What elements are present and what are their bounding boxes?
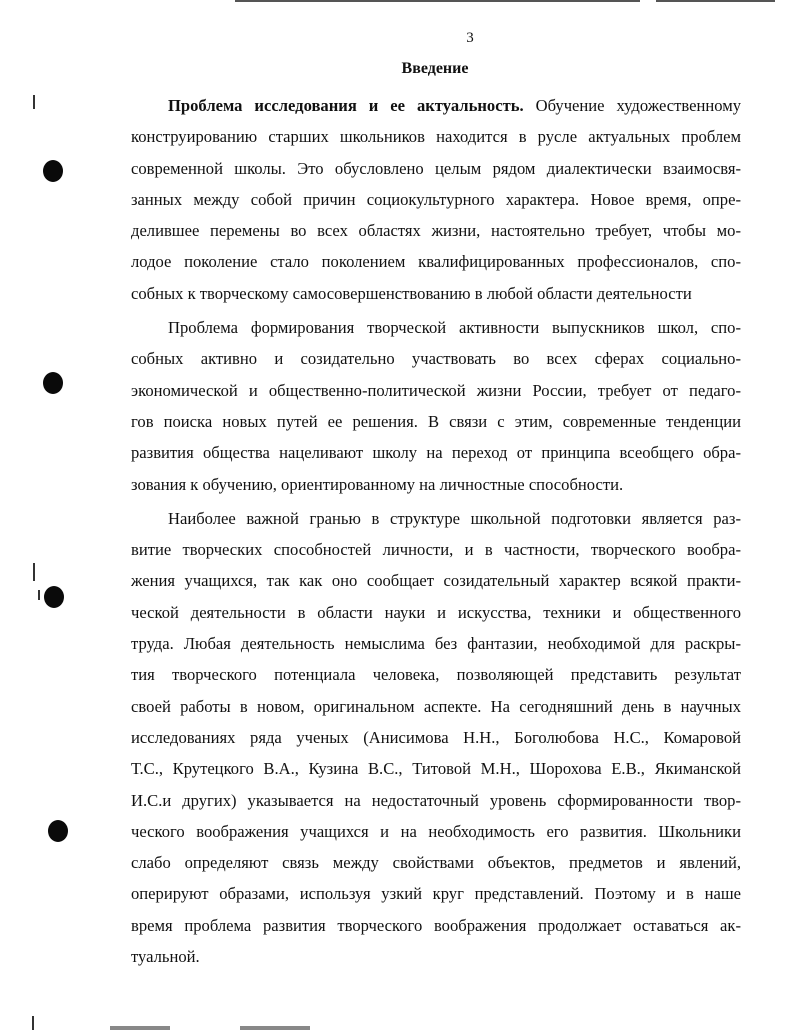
text-line: туальной. — [131, 947, 200, 967]
text-line: собных к творческому самосовершенствованию в любой области деятельности — [131, 283, 692, 303]
binding-hole-1 — [43, 160, 63, 182]
margin-mark — [33, 563, 35, 581]
text-line: Проблема исследования и ее актуальность. Обучение художественному — [168, 96, 742, 115]
scan-bottom-mark — [240, 1026, 310, 1030]
text-line: делившее перемены во всех областях жизни, настоятельно требует, чтобы мо- — [131, 221, 741, 241]
text-line: труда. Любая деятельность немыслима без фантазии, необходимой для раскры- — [131, 634, 741, 654]
margin-mark — [38, 590, 40, 600]
text-line: слабо определяют связь между свойствами объектов, предметов и явлений, — [131, 853, 741, 873]
text-line: исследованиях ряда ученых (Анисимова Н.Н., Боголюбова Н.С., Комаровой — [131, 727, 741, 747]
text-line: Т.С., Крутецкого В.А., Кузина В.С., Титовой М.Н., Шорохова Е.В., Якиманской — [131, 759, 741, 779]
paragraph-1 — [131, 90, 741, 309]
scan-top-edge-gap — [640, 0, 656, 3]
binding-hole-4 — [48, 820, 68, 842]
text-line: зования к обучению, ориентированному на личностные способности. — [131, 474, 624, 494]
section-heading: Введение — [401, 60, 469, 77]
text-line: лодое поколение стало поколением квалифицированных профессионалов, спо- — [131, 252, 741, 272]
text-line: жения учащихся, так как оно сообщает созидательный характер всякой практи- — [131, 571, 741, 591]
text-line: тия творческого потенциала человека, позволяющей представить результат — [131, 665, 741, 685]
paragraph-3 — [131, 503, 741, 972]
text-line: ческой деятельности в области науки и искусства, техники и общественного — [131, 602, 741, 622]
text-line: ческого воображения учащихся и на необходимость его развития. Школьники — [131, 821, 741, 841]
binding-hole-2 — [43, 372, 63, 394]
margin-mark — [32, 1016, 34, 1030]
margin-mark — [33, 95, 35, 109]
text-line: собных активно и созидательно участвовать во всех сферах социально- — [131, 349, 741, 369]
text-line: своей работы в новом, оригинальном аспекте. На сегодняшний день в научных — [131, 696, 741, 716]
text-line: экономической и общественно-политической жизни России, требует от педаго- — [131, 380, 741, 400]
text-line: конструированию старших школьников находится в русле актуальных проблем — [131, 127, 741, 147]
text-line: Наиболее важной гранью в структуре школьной подготовки является раз- — [168, 508, 741, 528]
text-line: занных между собой причин социокультурного характера. Новое время, опре- — [131, 189, 741, 209]
text-line: Проблема формирования творческой активности выпускников школ, спо- — [168, 318, 741, 338]
text-line: гов поиска новых путей ее решения. В связи с этим, современные тенденции — [131, 411, 741, 431]
text-line: оперируют образами, используя узкий круг представлений. Поэтому и в наше — [131, 884, 741, 904]
text-line: время проблема развития творческого воображения продолжает оставаться ак- — [131, 915, 741, 935]
scan-bottom-mark — [110, 1026, 170, 1030]
paragraph-lead-bold: Проблема исследования и ее актуальность. — [168, 96, 524, 115]
page-number: 3 — [466, 30, 474, 46]
text-line: И.С.и других) указывается на недостаточный уровень сформированности твор- — [131, 790, 741, 810]
scan-top-edge-line — [235, 0, 775, 2]
paragraph-2 — [131, 312, 741, 500]
binding-hole-3 — [44, 586, 64, 608]
document-body — [131, 90, 741, 972]
text-line: развития общества нацеливают школу на переход от принципа всеобщего обра- — [131, 443, 741, 463]
text-line: современной школы. Это обусловлено целым рядом диалектически взаимосвя- — [131, 158, 741, 178]
text-line: витие творческих способностей личности, и в частности, творческого вообра- — [131, 540, 741, 560]
